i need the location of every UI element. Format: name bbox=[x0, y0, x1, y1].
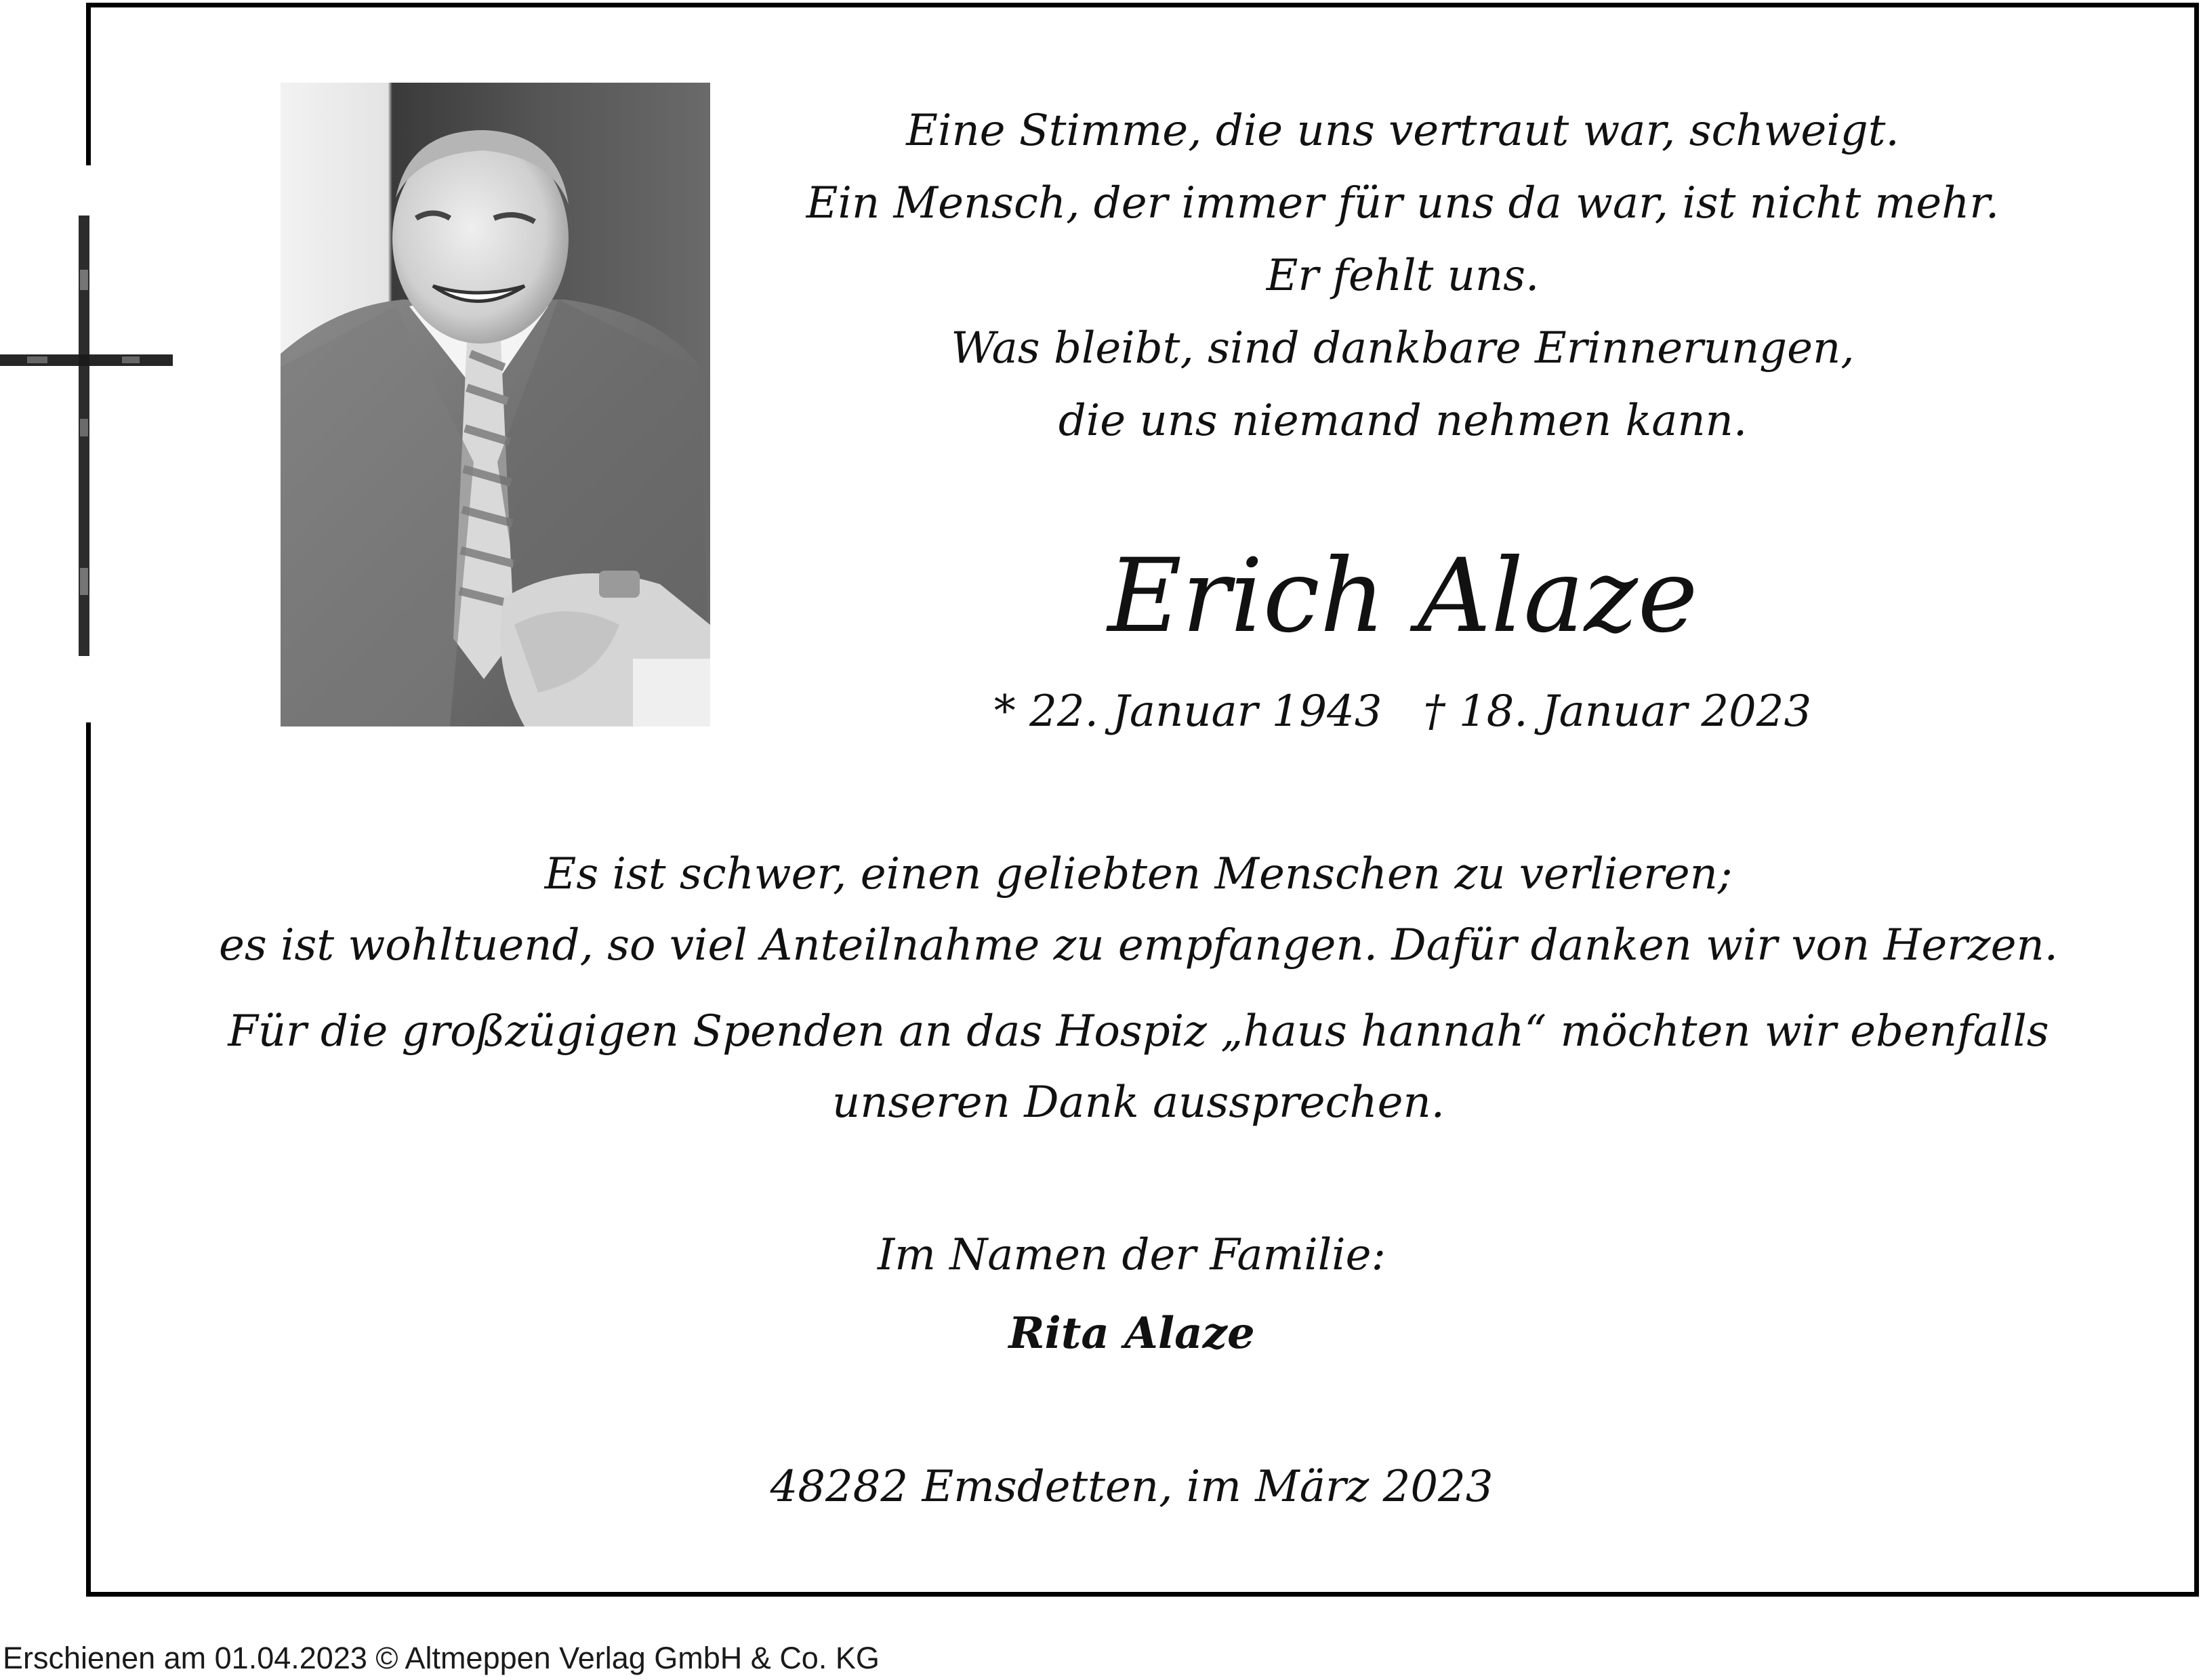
thanks-line: es ist wohltuend, so viel Anteilnahme zu empfangen. Dafür danken wir von Herzen. bbox=[219, 920, 2058, 970]
poem-line: Ein Mensch, der immer für uns da war, ist nicht mehr. bbox=[806, 178, 2000, 228]
deceased-name: Erich Alaze bbox=[1107, 537, 1698, 655]
publication-footer: Erschienen am 01.04.2023 © Altmeppen Verlag GmbH & Co. KG bbox=[3, 1641, 880, 1675]
portrait-illustration bbox=[281, 83, 710, 726]
poem-line: die uns niemand nehmen kann. bbox=[1058, 396, 1748, 446]
place-date: 48282 Emsdetten, im März 2023 bbox=[770, 1462, 1494, 1512]
frame-left-border-top bbox=[86, 3, 91, 165]
thanks-line: Für die großzügigen Spenden an das Hospiz „haus hannah“ möchten wir ebenfalls bbox=[228, 1006, 2049, 1057]
thanks-line: Es ist schwer, einen geliebten Menschen zu verlieren; bbox=[544, 849, 1733, 899]
thanks-line: unseren Dank aussprechen. bbox=[832, 1078, 1445, 1128]
poem bbox=[766, 95, 2040, 457]
poem-line: Eine Stimme, die uns vertraut war, schweigt. bbox=[906, 106, 1899, 156]
paragraph-gap bbox=[203, 981, 2074, 996]
family-intro: Im Namen der Familie: bbox=[877, 1230, 1386, 1280]
portrait-photo bbox=[281, 83, 710, 726]
cross-icon bbox=[0, 216, 176, 656]
life-dates: * 22. Januar 1943 † 18. Januar 2023 bbox=[993, 687, 1812, 737]
closing-block bbox=[474, 1220, 1789, 1376]
thanks-text bbox=[203, 839, 2074, 1139]
poem-line: Er fehlt uns. bbox=[1266, 251, 1540, 301]
frame-left-border-bottom bbox=[86, 722, 91, 1597]
signer-name: Rita Alaze bbox=[1008, 1308, 1255, 1359]
poem-line: Was bleibt, sind dankbare Erinnerungen, bbox=[951, 323, 1855, 373]
